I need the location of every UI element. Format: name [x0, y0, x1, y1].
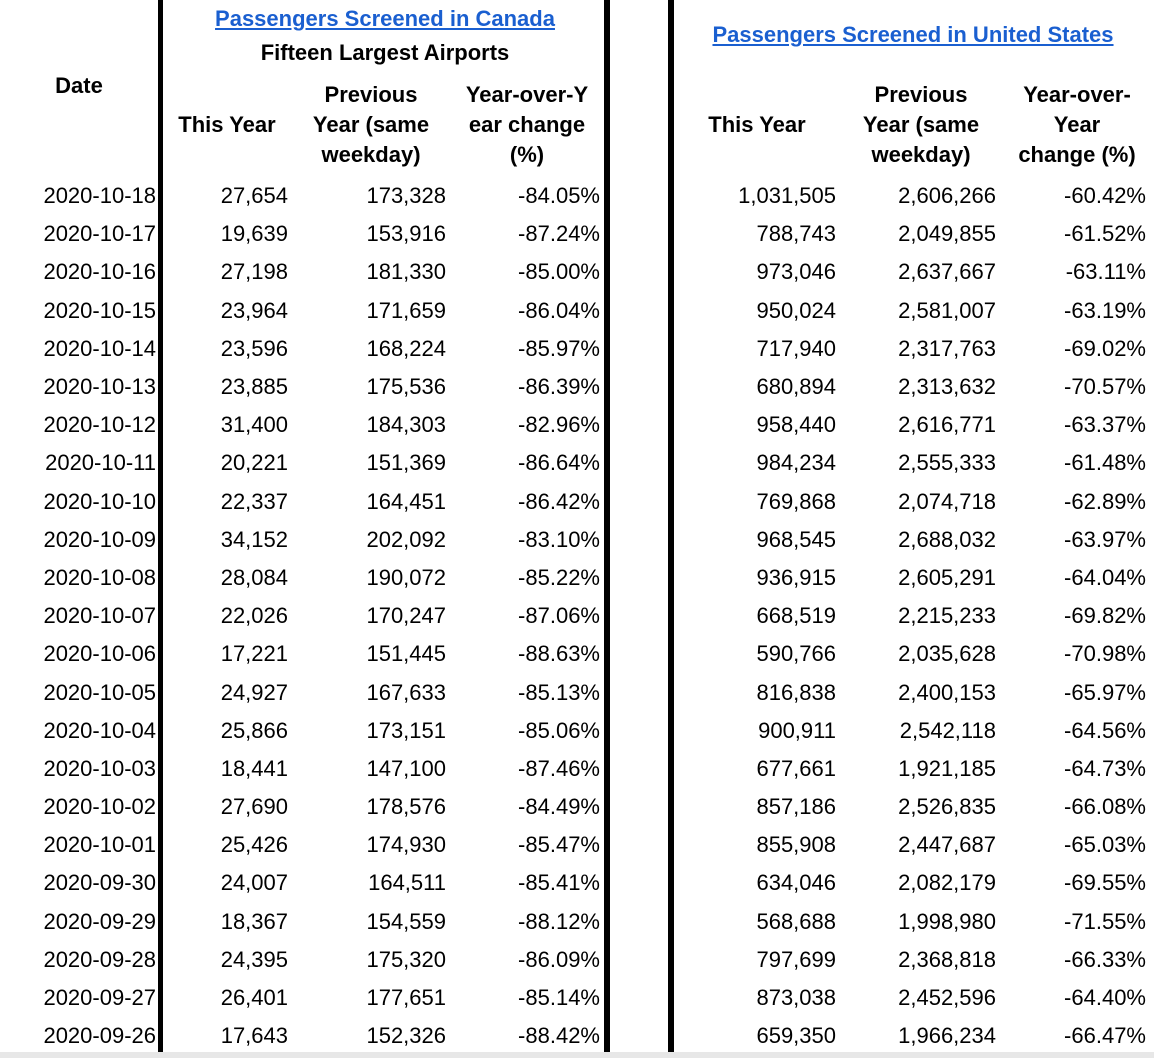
us-this-year-cell: 950,024 — [756, 297, 836, 323]
us-previous-year-cell: 2,555,333 — [898, 450, 996, 476]
canada-yoy-line-3: (%) — [509, 142, 545, 167]
us-this-year-cell: 797,699 — [756, 946, 836, 972]
table-row — [0, 1017, 156, 1055]
date-cell: 2020-09-28 — [43, 946, 156, 972]
us-yoy-change-cell: -64.04% — [1064, 564, 1146, 590]
us-yoy-change-cell: -64.40% — [1064, 985, 1146, 1011]
canada-previous-year-cell: 173,328 — [366, 183, 446, 209]
table-row — [166, 635, 600, 673]
canada-yoy-change-cell: -85.41% — [518, 870, 600, 896]
table-row — [0, 292, 156, 330]
us-table — [676, 177, 1146, 1055]
us-previous-year-cell: 2,447,687 — [898, 832, 996, 858]
table-row — [166, 330, 600, 368]
canada-previous-year-cell: 154,559 — [366, 908, 446, 934]
date-cell: 2020-10-16 — [43, 259, 156, 285]
canada-yoy-change-cell: -86.39% — [518, 374, 600, 400]
canada-previous-year-cell: 151,445 — [366, 641, 446, 667]
us-previous-year-cell: 2,616,771 — [898, 412, 996, 438]
canada-yoy-change-cell: -82.96% — [518, 412, 600, 438]
us-yoy-change-cell: -65.97% — [1064, 679, 1146, 705]
table-row — [0, 483, 156, 521]
canada-yoy-change-cell: -85.47% — [518, 832, 600, 858]
canada-this-year-cell: 22,337 — [220, 488, 288, 514]
date-column — [0, 177, 156, 1055]
table-row — [0, 635, 156, 673]
date-cell: 2020-10-14 — [43, 335, 156, 361]
canada-this-year-cell: 31,400 — [220, 412, 288, 438]
table-row — [0, 941, 156, 979]
canada-previous-year-cell: 174,930 — [366, 832, 446, 858]
canada-this-year-cell: 23,885 — [220, 374, 288, 400]
canada-table — [166, 177, 600, 1055]
canada-this-year-header: This Year — [178, 112, 276, 137]
us-yoy-change-cell: -63.19% — [1064, 297, 1146, 323]
table-row — [676, 559, 1146, 597]
us-this-year-cell: 659,350 — [756, 1023, 836, 1049]
us-this-year-cell: 855,908 — [756, 832, 836, 858]
us-yoy-change-cell: -64.73% — [1064, 755, 1146, 781]
us-previous-year-cell: 2,606,266 — [898, 183, 996, 209]
us-this-year-cell: 668,519 — [756, 603, 836, 629]
table-row — [0, 903, 156, 941]
table-row — [0, 330, 156, 368]
date-column-rule — [158, 0, 163, 1052]
table-row — [0, 826, 156, 864]
table-row — [0, 712, 156, 750]
table-row — [676, 673, 1146, 711]
canada-previous-year-cell: 173,151 — [366, 717, 446, 743]
table-row — [676, 635, 1146, 673]
table-row — [676, 903, 1146, 941]
date-cell: 2020-10-05 — [43, 679, 156, 705]
canada-this-year-cell: 19,639 — [220, 221, 288, 247]
us-previous-year-cell: 2,400,153 — [898, 679, 996, 705]
us-yoy-change-cell: -70.98% — [1064, 641, 1146, 667]
canada-this-year-cell: 28,084 — [220, 564, 288, 590]
us-yoy-change-cell: -70.57% — [1064, 374, 1146, 400]
us-this-year-cell: 973,046 — [756, 259, 836, 285]
us-yoy-header — [1002, 80, 1152, 170]
us-this-year-cell: 677,661 — [756, 755, 836, 781]
us-this-year-cell: 788,743 — [756, 221, 836, 247]
canada-yoy-change-cell: -85.00% — [518, 259, 600, 285]
date-cell: 2020-10-06 — [43, 641, 156, 667]
table-row — [166, 292, 600, 330]
table-row — [166, 597, 600, 635]
table-row — [166, 177, 600, 215]
canada-previous-year-cell: 175,536 — [366, 374, 446, 400]
canada-this-year-cell: 23,964 — [220, 297, 288, 323]
canada-yoy-change-cell: -83.10% — [518, 526, 600, 552]
us-yoy-change-cell: -69.02% — [1064, 335, 1146, 361]
table-row — [166, 826, 600, 864]
canada-subtitle: Fifteen Largest Airports — [260, 40, 510, 65]
canada-previous-year-cell: 147,100 — [366, 755, 446, 781]
date-header: Date — [55, 73, 103, 98]
table-row — [0, 406, 156, 444]
date-cell: 2020-09-29 — [43, 908, 156, 934]
us-previous-line-2: Year (same — [862, 112, 980, 137]
us-this-year-cell: 936,915 — [756, 564, 836, 590]
table-row — [166, 406, 600, 444]
us-previous-year-cell: 2,542,118 — [899, 717, 996, 743]
canada-yoy-change-cell: -88.42% — [518, 1023, 600, 1049]
date-cell: 2020-10-18 — [43, 183, 156, 209]
us-previous-year-cell: 1,921,185 — [898, 755, 996, 781]
date-cell: 2020-10-13 — [43, 374, 156, 400]
table-row — [676, 483, 1146, 521]
table-row — [166, 1017, 600, 1055]
us-previous-year-cell: 2,082,179 — [898, 870, 996, 896]
table-row — [166, 750, 600, 788]
us-yoy-change-cell: -60.42% — [1064, 183, 1146, 209]
us-previous-year-cell: 2,049,855 — [898, 221, 996, 247]
table-row — [676, 864, 1146, 902]
canada-previous-line-2: Year (same — [312, 112, 430, 137]
canada-previous-year-cell: 168,224 — [366, 335, 446, 361]
table-row — [0, 750, 156, 788]
canada-yoy-change-cell: -87.24% — [518, 221, 600, 247]
us-yoy-change-cell: -69.82% — [1064, 603, 1146, 629]
table-row — [676, 788, 1146, 826]
canada-previous-year-cell: 164,511 — [368, 870, 446, 896]
table-row — [166, 559, 600, 597]
canada-previous-year-cell: 171,659 — [366, 297, 446, 323]
us-this-year-cell: 857,186 — [756, 794, 836, 820]
canada-this-year-cell: 20,221 — [220, 450, 288, 476]
table-row — [676, 941, 1146, 979]
us-yoy-change-cell: -66.47% — [1064, 1023, 1146, 1049]
us-previous-year-cell: 2,074,718 — [898, 488, 996, 514]
table-row — [166, 253, 600, 291]
us-yoy-change-cell: -66.08% — [1064, 794, 1146, 820]
canada-yoy-change-cell: -86.42% — [518, 488, 600, 514]
section-divider-rule-2 — [668, 0, 674, 1052]
canada-yoy-change-cell: -86.04% — [518, 297, 600, 323]
table-row — [0, 215, 156, 253]
canada-yoy-change-cell: -87.46% — [518, 755, 600, 781]
canada-previous-year-cell: 152,326 — [366, 1023, 446, 1049]
canada-previous-line-1: Previous — [324, 82, 418, 107]
canada-yoy-change-cell: -88.63% — [518, 641, 600, 667]
us-previous-year-cell: 2,313,632 — [898, 374, 996, 400]
table-row — [0, 177, 156, 215]
us-this-year-cell: 958,440 — [756, 412, 836, 438]
date-cell: 2020-10-17 — [43, 221, 156, 247]
us-this-year-cell: 1,031,505 — [738, 183, 836, 209]
canada-this-year-cell: 18,367 — [220, 908, 288, 934]
canada-this-year-cell: 23,596 — [220, 335, 288, 361]
table-row — [676, 826, 1146, 864]
us-this-year-cell: 816,838 — [756, 679, 836, 705]
date-cell: 2020-10-03 — [43, 755, 156, 781]
canada-yoy-header — [452, 80, 602, 170]
date-cell: 2020-10-15 — [43, 297, 156, 323]
canada-previous-year-cell: 164,451 — [366, 488, 446, 514]
date-cell: 2020-10-02 — [43, 794, 156, 820]
canada-previous-year-cell: 170,247 — [366, 603, 446, 629]
date-cell: 2020-10-04 — [43, 717, 156, 743]
us-previous-year-cell: 2,317,763 — [898, 335, 996, 361]
us-this-year-cell: 568,688 — [756, 908, 836, 934]
table-row — [676, 406, 1146, 444]
canada-this-year-cell: 17,221 — [220, 641, 288, 667]
canada-previous-line-3: weekday) — [321, 142, 421, 167]
us-yoy-change-cell: -63.37% — [1064, 412, 1146, 438]
canada-yoy-change-cell: -85.13% — [518, 679, 600, 705]
canada-yoy-change-cell: -86.64% — [518, 450, 600, 476]
canada-yoy-change-cell: -85.97% — [518, 335, 600, 361]
us-this-year-header: This Year — [708, 112, 806, 137]
us-this-year-cell: 968,545 — [756, 526, 836, 552]
date-cell: 2020-10-09 — [43, 526, 156, 552]
table-row — [676, 253, 1146, 291]
table-row — [166, 788, 600, 826]
canada-this-year-cell: 26,401 — [220, 985, 288, 1011]
canada-previous-year-cell: 181,330 — [366, 259, 446, 285]
table-row — [676, 750, 1146, 788]
table-row — [676, 177, 1146, 215]
canada-this-year-cell: 24,007 — [220, 870, 288, 896]
date-cell: 2020-09-26 — [43, 1023, 156, 1049]
us-this-year-cell: 717,940 — [756, 335, 836, 361]
canada-yoy-change-cell: -84.05% — [518, 183, 600, 209]
canada-this-year-cell: 27,654 — [220, 183, 288, 209]
us-previous-year-cell: 2,605,291 — [898, 564, 996, 590]
table-row — [166, 521, 600, 559]
canada-previous-year-header — [296, 80, 446, 170]
section-divider-rule — [604, 0, 610, 1052]
table-row — [676, 712, 1146, 750]
us-yoy-change-cell: -64.56% — [1064, 717, 1146, 743]
us-this-year-cell: 680,894 — [756, 374, 836, 400]
us-yoy-change-cell: -61.48% — [1064, 450, 1146, 476]
us-this-year-cell: 984,234 — [756, 450, 836, 476]
canada-previous-year-cell: 178,576 — [366, 794, 446, 820]
table-row — [166, 903, 600, 941]
us-yoy-change-cell: -62.89% — [1064, 488, 1146, 514]
date-cell: 2020-10-08 — [43, 564, 156, 590]
us-title-link[interactable]: Passengers Screened in United States — [712, 22, 1114, 47]
table-row — [166, 444, 600, 482]
date-cell: 2020-10-10 — [43, 488, 156, 514]
table-row — [0, 444, 156, 482]
table-row — [676, 597, 1146, 635]
table-row — [676, 979, 1146, 1017]
canada-this-year-cell: 27,198 — [220, 259, 288, 285]
date-cell: 2020-10-07 — [43, 603, 156, 629]
table-row — [0, 788, 156, 826]
date-cell: 2020-10-11 — [45, 450, 156, 476]
canada-previous-year-cell: 175,320 — [366, 946, 446, 972]
canada-yoy-line-2: ear change — [468, 112, 586, 137]
us-yoy-line-3: change (%) — [1018, 142, 1136, 167]
canada-this-year-cell: 24,395 — [220, 946, 288, 972]
us-this-year-cell: 590,766 — [756, 641, 836, 667]
us-previous-year-cell: 2,688,032 — [898, 526, 996, 552]
table-row — [166, 864, 600, 902]
table-row — [0, 979, 156, 1017]
canada-this-year-cell: 22,026 — [220, 603, 288, 629]
canada-previous-year-cell: 153,916 — [366, 221, 446, 247]
canada-this-year-cell: 18,441 — [220, 755, 288, 781]
table-row — [0, 597, 156, 635]
table-row — [676, 368, 1146, 406]
us-previous-year-cell: 2,452,596 — [898, 985, 996, 1011]
us-previous-year-cell: 2,526,835 — [898, 794, 996, 820]
canada-this-year-cell: 27,690 — [220, 794, 288, 820]
canada-this-year-cell: 17,643 — [220, 1023, 288, 1049]
canada-title-link[interactable]: Passengers Screened in Canada — [215, 6, 555, 31]
canada-yoy-change-cell: -85.14% — [518, 985, 600, 1011]
table-row — [0, 253, 156, 291]
canada-yoy-change-cell: -85.06% — [518, 717, 600, 743]
table-row — [0, 368, 156, 406]
date-cell: 2020-09-30 — [43, 870, 156, 896]
us-this-year-cell: 900,911 — [758, 717, 836, 743]
date-cell: 2020-09-27 — [43, 985, 156, 1011]
table-row — [676, 330, 1146, 368]
us-previous-line-3: weekday) — [871, 142, 971, 167]
canada-yoy-line-1: Year-over-Y — [465, 82, 589, 107]
canada-yoy-change-cell: -84.49% — [518, 794, 600, 820]
canada-yoy-change-cell: -85.22% — [518, 564, 600, 590]
canada-yoy-change-cell: -86.09% — [518, 946, 600, 972]
table-row — [0, 521, 156, 559]
table-row — [676, 215, 1146, 253]
us-yoy-change-cell: -63.11% — [1065, 259, 1146, 285]
canada-this-year-cell: 25,426 — [220, 832, 288, 858]
table-row — [166, 368, 600, 406]
us-previous-year-cell: 1,998,980 — [898, 908, 996, 934]
table-row — [166, 712, 600, 750]
canada-this-year-cell: 25,866 — [220, 717, 288, 743]
date-cell: 2020-10-12 — [43, 412, 156, 438]
canada-previous-year-cell: 177,651 — [366, 985, 446, 1011]
table-row — [676, 292, 1146, 330]
us-yoy-line-1: Year-over- — [1023, 82, 1131, 107]
canada-previous-year-cell: 184,303 — [366, 412, 446, 438]
us-this-year-cell: 634,046 — [756, 870, 836, 896]
us-previous-year-cell: 2,035,628 — [898, 641, 996, 667]
us-yoy-line-2: Year — [1053, 112, 1101, 137]
date-cell: 2020-10-01 — [43, 832, 156, 858]
us-previous-year-cell: 2,581,007 — [898, 297, 996, 323]
table-row — [166, 979, 600, 1017]
us-previous-year-header — [846, 80, 996, 170]
us-yoy-change-cell: -66.33% — [1064, 946, 1146, 972]
us-this-year-cell: 769,868 — [756, 488, 836, 514]
canada-previous-year-cell: 167,633 — [366, 679, 446, 705]
table-row — [676, 521, 1146, 559]
us-previous-year-cell: 2,215,233 — [898, 603, 996, 629]
us-this-year-cell: 873,038 — [756, 985, 836, 1011]
canada-yoy-change-cell: -87.06% — [518, 603, 600, 629]
canada-this-year-cell: 24,927 — [220, 679, 288, 705]
canada-previous-year-cell: 151,369 — [366, 450, 446, 476]
table-row — [0, 864, 156, 902]
us-yoy-change-cell: -61.52% — [1064, 221, 1146, 247]
canada-previous-year-cell: 190,072 — [366, 564, 446, 590]
us-yoy-change-cell: -69.55% — [1064, 870, 1146, 896]
table-row — [0, 673, 156, 711]
us-yoy-change-cell: -63.97% — [1064, 526, 1146, 552]
canada-this-year-cell: 34,152 — [220, 526, 288, 552]
us-previous-year-cell: 2,637,667 — [898, 259, 996, 285]
us-previous-year-cell: 2,368,818 — [898, 946, 996, 972]
table-row — [166, 215, 600, 253]
us-yoy-change-cell: -65.03% — [1064, 832, 1146, 858]
us-yoy-change-cell: -71.55% — [1064, 908, 1146, 934]
table-row — [676, 444, 1146, 482]
table-row — [0, 559, 156, 597]
canada-previous-year-cell: 202,092 — [366, 526, 446, 552]
us-previous-line-1: Previous — [874, 82, 968, 107]
us-previous-year-cell: 1,966,234 — [898, 1023, 996, 1049]
table-row — [166, 673, 600, 711]
canada-yoy-change-cell: -88.12% — [518, 908, 600, 934]
table-row — [676, 1017, 1146, 1055]
table-row — [166, 941, 600, 979]
table-row — [166, 483, 600, 521]
